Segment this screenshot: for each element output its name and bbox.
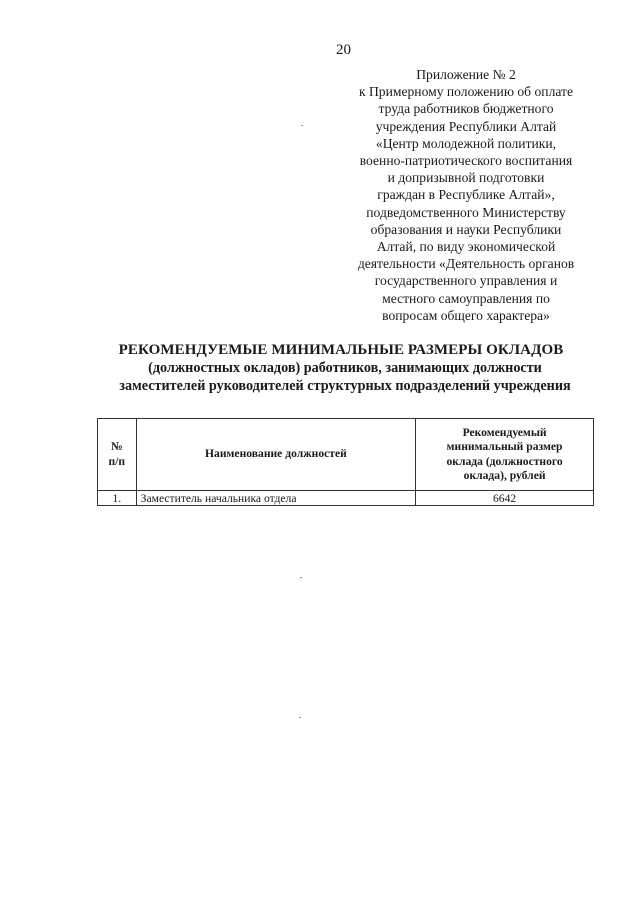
appendix-note — [336, 66, 596, 324]
appendix-line: учреждения Республики Алтай — [375, 118, 557, 134]
header-salary-line: оклада), рублей — [463, 469, 546, 482]
salary-table — [97, 418, 594, 506]
heading-subtitle-2: заместителей руководителей структурных подразделений учреждения — [119, 378, 571, 394]
appendix-line: военно-патриотического воспитания — [359, 153, 573, 169]
appendix-line: подведомственного Министерству — [366, 204, 566, 220]
document-heading — [80, 341, 610, 395]
page-number: 20 — [336, 42, 351, 58]
header-number-line: п/п — [108, 454, 126, 468]
table-header-row — [98, 419, 594, 491]
appendix-line: местного самоуправления по — [382, 290, 550, 306]
appendix-line: и допризывной подготовки — [387, 170, 545, 186]
header-salary — [416, 419, 594, 491]
appendix-line: деятельности «Деятельность органов — [357, 256, 575, 272]
appendix-line: к Примерному положению об оплате — [358, 84, 574, 100]
header-number-line: № — [111, 440, 123, 453]
scan-speck — [301, 125, 303, 126]
appendix-line: граждан в Республике Алтай», — [377, 187, 555, 203]
scan-speck — [300, 577, 302, 578]
appendix-line: труда работников бюджетного — [378, 101, 554, 117]
table-row — [98, 491, 594, 506]
heading-subtitle-1: (должностных окладов) работников, занимающих должности — [148, 360, 542, 376]
header-salary-line: оклада (должностного — [446, 454, 563, 468]
header-salary-line: Рекомендуемый — [462, 425, 547, 439]
row-position-name: Заместитель начальника отдела — [136, 491, 415, 506]
header-position-name: Наименование должностей — [136, 419, 415, 491]
appendix-line: Алтай, по виду экономической — [376, 239, 556, 255]
appendix-line: вопросам общего характера» — [382, 307, 550, 323]
appendix-line: «Центр молодежной политики, — [375, 135, 557, 151]
appendix-line: государственного управления и — [374, 273, 558, 289]
scan-speck — [299, 717, 301, 718]
header-number — [98, 419, 137, 491]
header-salary-line: минимальный размер — [446, 440, 563, 453]
row-salary: 6642 — [416, 491, 594, 506]
appendix-line: образования и науки Республики — [370, 221, 562, 237]
appendix-line: Приложение № 2 — [416, 67, 516, 82]
row-number: 1. — [98, 491, 137, 506]
heading-title: РЕКОМЕНДУЕМЫЕ МИНИМАЛЬНЫЕ РАЗМЕРЫ ОКЛАДОВ — [118, 342, 564, 358]
